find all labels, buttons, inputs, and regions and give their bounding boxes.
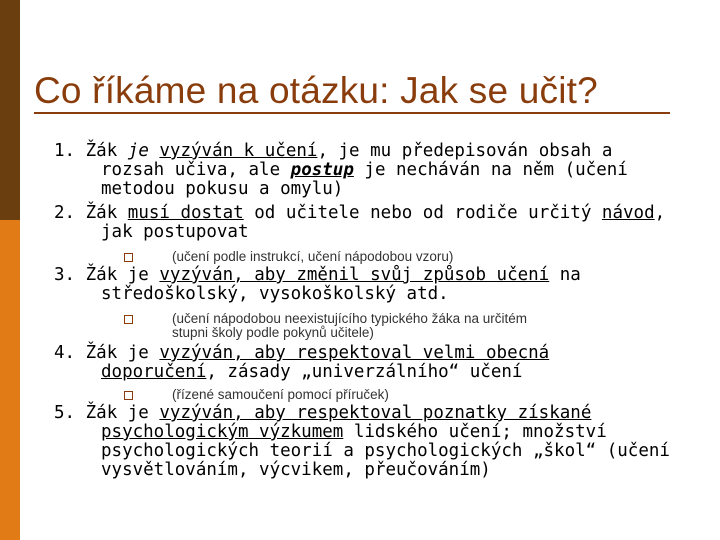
- list-item-4: [54, 344, 549, 382]
- text-run: jak postupovat: [101, 222, 249, 242]
- item-number: 1.: [54, 141, 76, 161]
- underlined-phrase: vyzýván k učení: [159, 141, 318, 161]
- sub-bullet-line: stupni školy podle pokynů učitele): [172, 325, 374, 340]
- left-accent-band-dark: [0, 0, 20, 220]
- title-underline: [34, 112, 670, 114]
- text-run: , je mu předepisován obsah a: [317, 141, 613, 161]
- text-run: psychologických teorií a psychologických „škol“ (učení: [101, 441, 670, 461]
- underlined-phrase: vyzýván, aby respektoval velmi obecná: [159, 343, 550, 363]
- square-bullet-icon: [124, 315, 133, 324]
- item-1-line-2: [54, 161, 628, 180]
- item-1-line-1: [54, 142, 628, 161]
- text-run: , zásady „univerzálního“ učení: [206, 362, 523, 382]
- item-number: 3.: [54, 265, 76, 285]
- text-run: vysvětlováním, výcvikem, přeučováním): [101, 460, 491, 480]
- text-run: středoškolský, vysokoškolský atd.: [101, 284, 449, 304]
- item-5-line-1: [54, 404, 670, 423]
- item-3-line-1: [54, 266, 581, 285]
- text-run: Žák je: [85, 403, 160, 423]
- underlined-phrase: vyzýván, aby změnil svůj způsob učení: [159, 265, 550, 285]
- item-2-line-2: [54, 223, 665, 242]
- item-2-line-1: [54, 204, 665, 223]
- text-run: je necháván na něm (učení: [353, 160, 628, 180]
- text-run: metodou pokusu a omylu): [101, 179, 344, 199]
- item-number: 5.: [54, 403, 76, 423]
- text-run: Žák je: [85, 265, 160, 285]
- left-accent-band-orange: [0, 220, 20, 540]
- item-4-line-2: [54, 363, 549, 382]
- underlined-phrase: vyzýván, aby respektoval poznatky získané: [159, 403, 592, 423]
- item-5-line-2: [54, 423, 670, 442]
- item-5-line-4: [54, 461, 670, 480]
- emphasis-je: je: [127, 141, 160, 161]
- text-run: na: [549, 265, 581, 285]
- list-item-3: [54, 266, 581, 304]
- sub-bullet-text: (řízené samoučení pomocí příruček): [172, 387, 389, 402]
- underlined-phrase: doporučení: [101, 362, 207, 382]
- item-number: 4.: [54, 343, 76, 363]
- emphasis-postup: postup: [290, 160, 354, 180]
- list-item-5: [54, 404, 670, 480]
- text-run: Žák je: [85, 343, 160, 363]
- text-run: Žák: [85, 203, 128, 223]
- item-5-line-3: [54, 442, 670, 461]
- text-run: ,: [654, 203, 666, 223]
- square-bullet-icon: [124, 253, 133, 262]
- text-run: lidského učení; množství: [343, 422, 607, 442]
- sub-bullet-text: [172, 312, 527, 340]
- sub-bullet-line: (učení nápodobou neexistujícího typického žáka na určitém: [172, 311, 527, 326]
- item-1-line-3: [54, 180, 628, 199]
- underlined-phrase: psychologickým výzkumem: [101, 422, 344, 442]
- item-4-line-1: [54, 344, 549, 363]
- item-3-line-2: [54, 285, 581, 304]
- slide-title: Co říkáme na otázku: Jak se učit?: [34, 70, 598, 111]
- underlined-phrase: návod: [601, 203, 655, 223]
- text-run: Žák: [85, 141, 128, 161]
- text-run: od učitele nebo od rodiče určitý: [243, 203, 602, 223]
- square-bullet-icon: [124, 391, 133, 400]
- item-number: 2.: [54, 203, 76, 223]
- sub-bullet-text: (učení podle instrukcí, učení nápodobou vzoru): [172, 249, 454, 264]
- list-item-1: [54, 142, 628, 199]
- list-item-2: [54, 204, 665, 242]
- text-run: rozsah učiva, ale: [101, 160, 291, 180]
- underlined-phrase: musí dostat: [127, 203, 244, 223]
